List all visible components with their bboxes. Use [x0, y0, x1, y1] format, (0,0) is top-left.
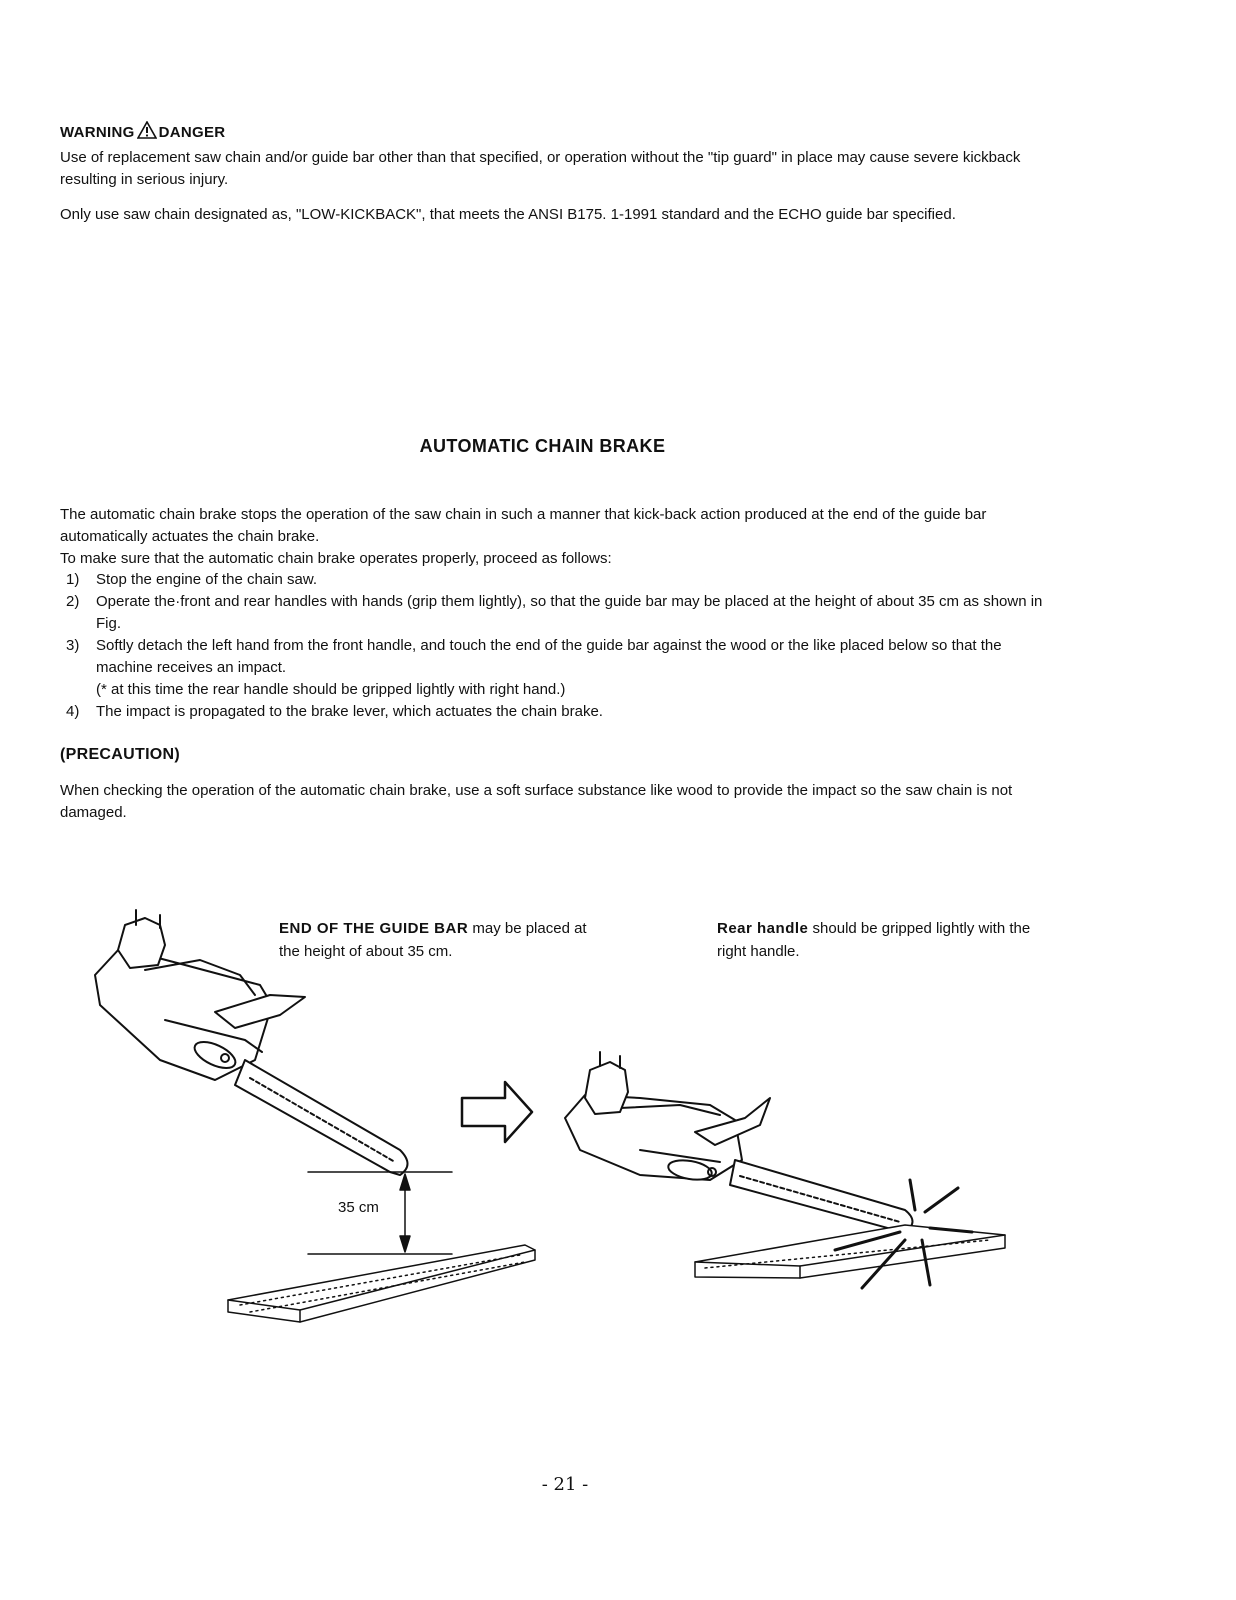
- step-number: 3): [66, 637, 80, 654]
- step-number: 2): [66, 593, 80, 610]
- left-chainsaw: [95, 910, 408, 1175]
- step-text: Operate the·front and rear handles with hands (grip them lightly), so that the guide bar may be placed at the height of about 35 cm as shown in Fig.: [96, 593, 1043, 632]
- right-wood-board: [695, 1225, 1005, 1278]
- right-arrow-icon: [462, 1082, 532, 1142]
- warning-paragraph-1: Use of replacement saw chain and/or guide bar other than that specified, or operation without the "tip guard" in place may cause severe kickback resulting in serious injury.: [60, 149, 1021, 188]
- step-text: Stop the engine of the chain saw.: [96, 571, 317, 588]
- caption-bold: Rear handle: [717, 920, 809, 937]
- step-text: The impact is propagated to the brake lever, which actuates the chain brake.: [96, 703, 603, 720]
- right-chainsaw: [565, 1052, 913, 1232]
- left-wood-board: [228, 1245, 535, 1322]
- danger-label: DANGER: [158, 124, 226, 141]
- section-title: AUTOMATIC CHAIN BRAKE: [419, 436, 666, 456]
- intro-lead: To make sure that the automatic chain brake operates properly, proceed as follows:: [60, 550, 612, 567]
- caption-bold: END OF THE GUIDE BAR: [279, 920, 469, 937]
- precaution-title: (PRECAUTION): [60, 746, 181, 763]
- precaution-body: When checking the operation of the automatic chain brake, use a soft surface substance like wood to provide the impact so the saw chain is not damaged.: [60, 782, 1013, 821]
- intro-paragraph: The automatic chain brake stops the operation of the saw chain in such a manner that kick-back action produced at the end of the guide bar automatically actuates the chain brake.: [60, 506, 987, 545]
- step-note: (* at this time the rear handle should be gripped lightly with right hand.): [96, 681, 566, 698]
- warning-paragraph-2: Only use saw chain designated as, "LOW-KICKBACK", that meets the ANSI B175. 1-1991 standard and the ECHO guide bar specified.: [60, 206, 956, 223]
- caption-rest: may be placed at the height of about 35 cm.: [279, 920, 587, 960]
- height-dimension: [308, 1172, 452, 1254]
- step-number: 1): [66, 571, 80, 588]
- page-number: - 21 -: [541, 1474, 589, 1495]
- warning-label: WARNING: [60, 124, 135, 141]
- dimension-label: 35 cm: [338, 1199, 379, 1216]
- step-text: Softly detach the left hand from the front handle, and touch the end of the guide bar against the wood or the like placed below so that the machine receives an impact.: [96, 637, 1002, 676]
- step-number: 4): [66, 703, 80, 720]
- caption-rest: should be gripped lightly with the right handle.: [717, 920, 1031, 960]
